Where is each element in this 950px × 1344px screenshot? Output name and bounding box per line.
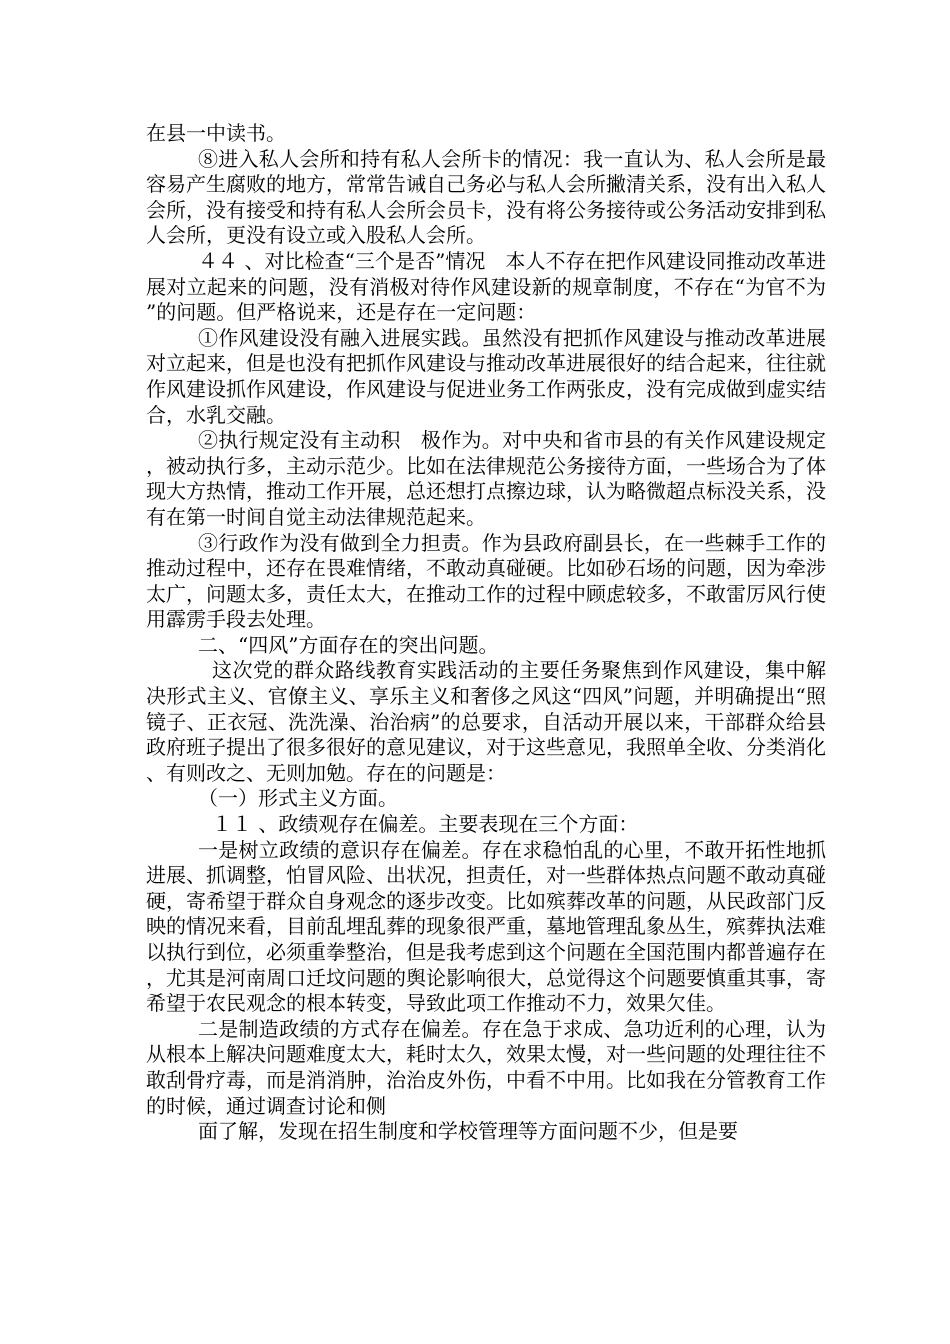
paragraph: 一是树立政绩的意识存在偏差。存在求稳怕乱的心里，不敢开拓性地抓进展、抓调整，怕冒风险、出状况，担责任，对一些群体热点问题不敢动真碰硬，寄希望于群众自身观念的逐步改变。比如殡葬改革的问题，从民政部门反映的情况来看，目前乱埋乱葬的现象很严重，墓地管理乱象丛生，殡葬执法难以执行到位，必须重拳整治，但是我考虑到这个问题在全国范围内都普遍存在，尤其是河南周口迁坟问题的舆论影响很大，总觉得这个问题要慎重其事，寄希望于农民观念的根本转变，导致此项工作推动不力，效果欠佳。	[146, 837, 826, 1016]
paragraph: ①作风建设没有融入进展实践。虽然没有把抓作风建设与推动改革进展对立起来，但是也没有把抓作风建设与推动改革进展很好的结合起来，往往就作风建设抓作风建设，作风建设与促进业务工作两张皮，没有完成做到虚实结合，水乳交融。	[146, 325, 826, 427]
paragraph: ②执行规定没有主动积 极作为。对中央和省市县的有关作风建设规定，被动执行多，主动示范少。比如在法律规范公务接待方面，一些场合为了体现大方热情，推动工作开展，总还想打点擦边球，认为略微超点标没关系，没有在第一时间自觉主动法律规范起来。	[146, 428, 826, 529]
paragraph: ③行政作为没有做到全力担责。作为县政府副县长，在一些棘手工作的推动过程中，还存在畏难情绪，不敢动真碰硬。比如砂石场的问题，因为牵涉太广，问题太多，责任太大，在推动工作的过程中顾虑较多，不敢雷厉风行使用霹雳手段去处理。	[146, 530, 826, 632]
subsection-heading: （一）形式主义方面。	[198, 786, 398, 811]
paragraph: 面了解，发现在招生制度和学校管理等方面问题不少，但是要	[198, 1119, 738, 1144]
paragraph: ⑧进入私人会所和持有私人会所卡的情况：我一直认为、私人会所是最容易产生腐败的地方，常常告诫自己务必与私人会所撇清关系，没有出入私人会所，没有接受和持有私人会所会员卡，没有将公务接待或公务活动安排到私人会所，更没有设立或入股私人会所。	[146, 146, 826, 248]
paragraph: ４４ 、对比检查“三个是否”情况 本人不存在把作风建设同推动改革进展对立起来的问题，没有消极对待作风建设新的规章制度，不存在“为官不为”的问题。但严格说来，还是存在一定问题：	[146, 248, 826, 325]
paragraph: 二是制造政绩的方式存在偏差。存在急于求成、急功近利的心理，认为从根本上解决问题难度太大，耗时太久，效果太慢，对一些问题的处理往往不敢刮骨疗毒，而是消消肿，治治皮外伤，中看不中用。比如我在分管教育工作的时候，通过调查讨论和侧	[146, 1016, 826, 1118]
section-heading: 二、“四风”方面存在的突出问题。	[198, 632, 499, 657]
paragraph: １１ 、政绩观存在偏差。主要表现在三个方面：	[212, 812, 639, 837]
document-body	[146, 121, 826, 1145]
paragraph: 这次党的群众路线教育实践活动的主要任务聚焦到作风建设，集中解决形式主义、官僚主义、享乐主义和奢侈之风这“四风”问题，并明确提出“照镜子、正衣冠、洗洗澡、治治病”的总要求，自活动开展以来，干部群众给县政府班子提出了很多很好的意见建议，对于这些意见，我照单全收、分类消化、有则改之、无则加勉。存在的问题是：	[146, 658, 826, 785]
paragraph: 在县一中读书。	[146, 121, 286, 145]
